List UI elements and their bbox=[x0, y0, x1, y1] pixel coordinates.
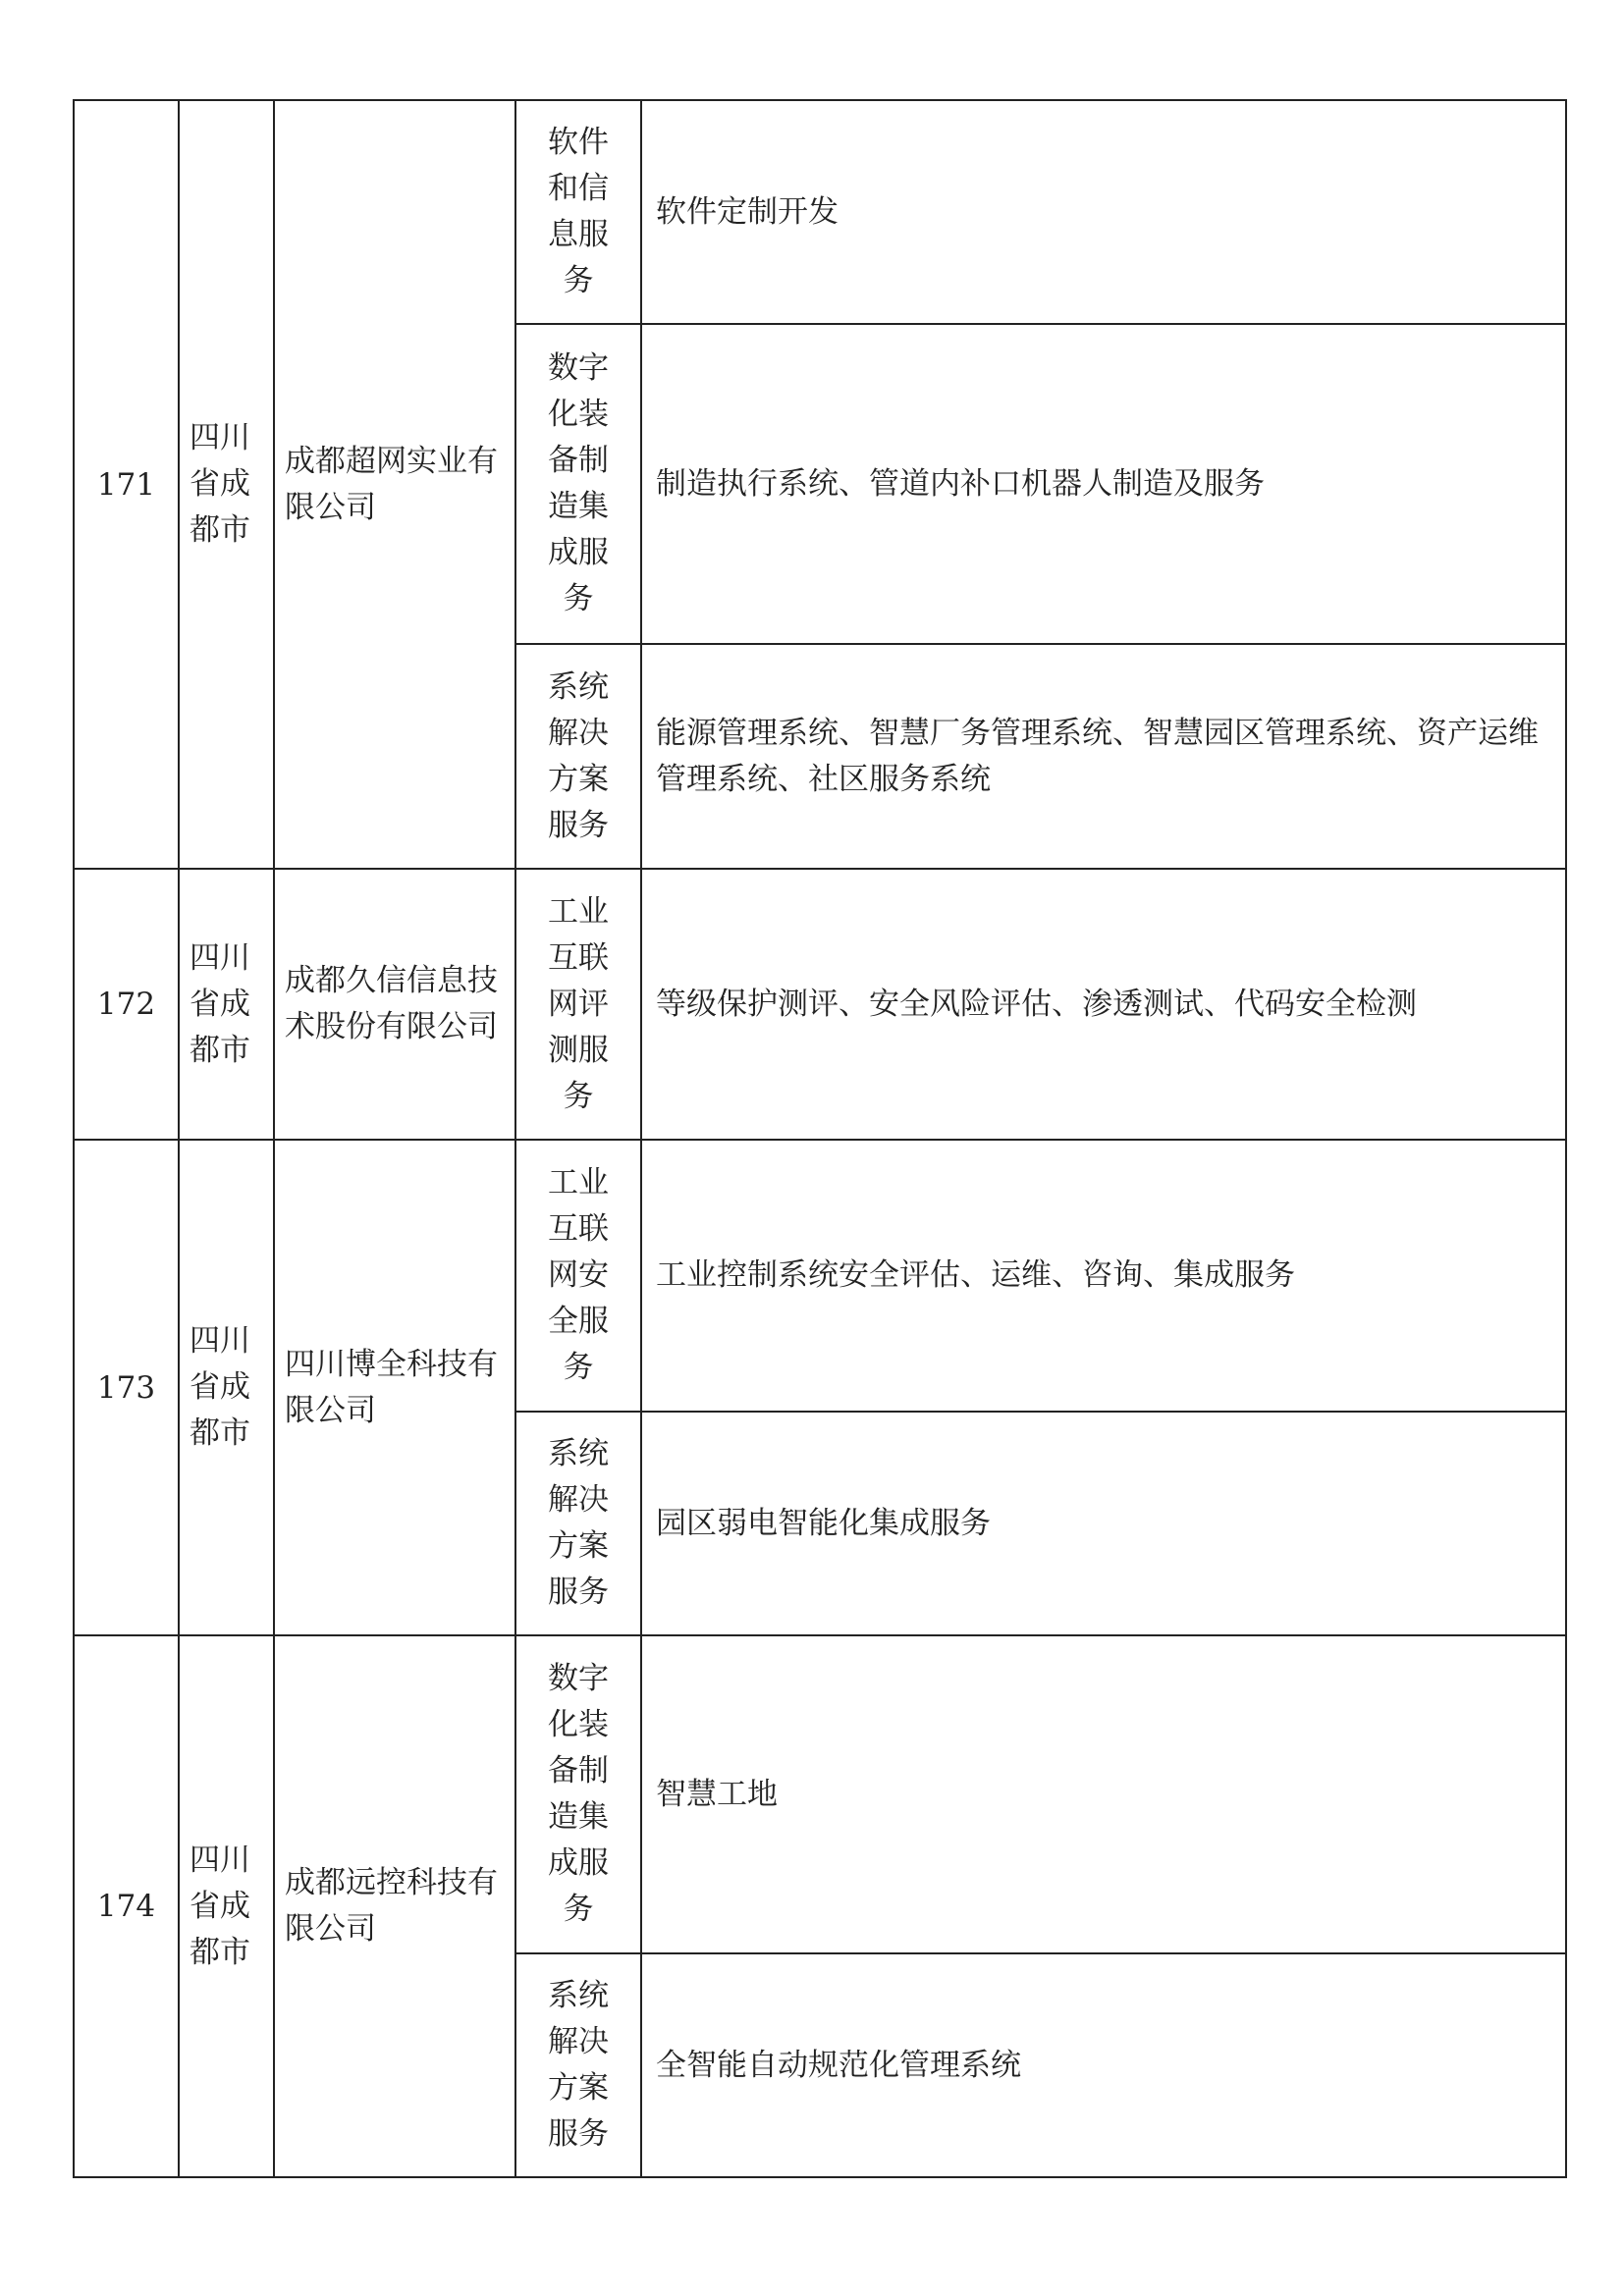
service-description-cell bbox=[641, 1140, 1566, 1412]
service-description: 制造执行系统、管道内补口机器人制造及服务 bbox=[656, 465, 1265, 502]
service-description: 全智能自动规范化管理系统 bbox=[656, 2047, 1021, 2083]
service-category-cell bbox=[515, 1953, 641, 2177]
row-number: 174 bbox=[74, 1635, 179, 2177]
service-description: 能源管理系统、智慧厂务管理系统、智慧园区管理系统、资产运维管理系统、社区服务系统 bbox=[656, 715, 1539, 797]
service-category: 系统解决方案服务 bbox=[548, 1436, 609, 1610]
province-cell bbox=[179, 100, 274, 869]
province-text: 四川省成都市 bbox=[189, 420, 250, 548]
province-cell bbox=[179, 1140, 274, 1635]
service-description: 园区弱电智能化集成服务 bbox=[656, 1505, 991, 1541]
province-cell bbox=[179, 869, 274, 1140]
service-category: 系统解决方案服务 bbox=[548, 668, 609, 843]
service-category-cell bbox=[515, 869, 641, 1140]
table-row bbox=[74, 100, 1566, 324]
service-category: 工业互联网安全服务 bbox=[548, 1165, 609, 1385]
province-text: 四川省成都市 bbox=[189, 1323, 250, 1451]
enterprise-service-table bbox=[73, 99, 1567, 2178]
service-category: 工业互联网评测服务 bbox=[548, 893, 609, 1114]
company-text: 成都超网实业有限公司 bbox=[285, 443, 498, 525]
service-description-cell bbox=[641, 324, 1566, 644]
service-description-cell bbox=[641, 1412, 1566, 1635]
table-row bbox=[74, 1635, 1566, 1953]
company-text: 成都久信信息技术股份有限公司 bbox=[285, 963, 498, 1044]
service-description-cell bbox=[641, 100, 1566, 324]
service-description: 软件定制开发 bbox=[656, 193, 839, 230]
row-number: 171 bbox=[74, 100, 179, 869]
company-cell bbox=[274, 869, 515, 1140]
service-category: 系统解决方案服务 bbox=[548, 1978, 609, 2152]
service-category-cell bbox=[515, 100, 641, 324]
service-category-cell bbox=[515, 1412, 641, 1635]
table-row bbox=[74, 1140, 1566, 1412]
row-number: 172 bbox=[74, 869, 179, 1140]
service-description: 智慧工地 bbox=[656, 1776, 778, 1812]
company-text: 四川博全科技有限公司 bbox=[285, 1346, 498, 1428]
province-text: 四川省成都市 bbox=[189, 939, 250, 1068]
service-category: 软件和信息服务 bbox=[548, 125, 609, 298]
service-description: 工业控制系统安全评估、运维、咨询、集成服务 bbox=[656, 1257, 1295, 1293]
row-number: 173 bbox=[74, 1140, 179, 1635]
table-row bbox=[74, 869, 1566, 1140]
province-text: 四川省成都市 bbox=[189, 1842, 250, 1970]
company-text: 成都远控科技有限公司 bbox=[285, 1865, 498, 1947]
company-cell bbox=[274, 100, 515, 869]
service-category-cell bbox=[515, 324, 641, 644]
service-description-cell bbox=[641, 1635, 1566, 1953]
service-category-cell bbox=[515, 1635, 641, 1953]
company-cell bbox=[274, 1140, 515, 1635]
company-cell bbox=[274, 1635, 515, 2177]
service-description-cell bbox=[641, 869, 1566, 1140]
service-description-cell bbox=[641, 644, 1566, 869]
service-category: 数字化装备制造集成服务 bbox=[548, 350, 609, 616]
service-description: 等级保护测评、安全风险评估、渗透测试、代码安全检测 bbox=[656, 986, 1417, 1022]
service-category-cell bbox=[515, 644, 641, 869]
service-description-cell bbox=[641, 1953, 1566, 2177]
province-cell bbox=[179, 1635, 274, 2177]
service-category-cell bbox=[515, 1140, 641, 1412]
service-category: 数字化装备制造集成服务 bbox=[548, 1661, 609, 1927]
